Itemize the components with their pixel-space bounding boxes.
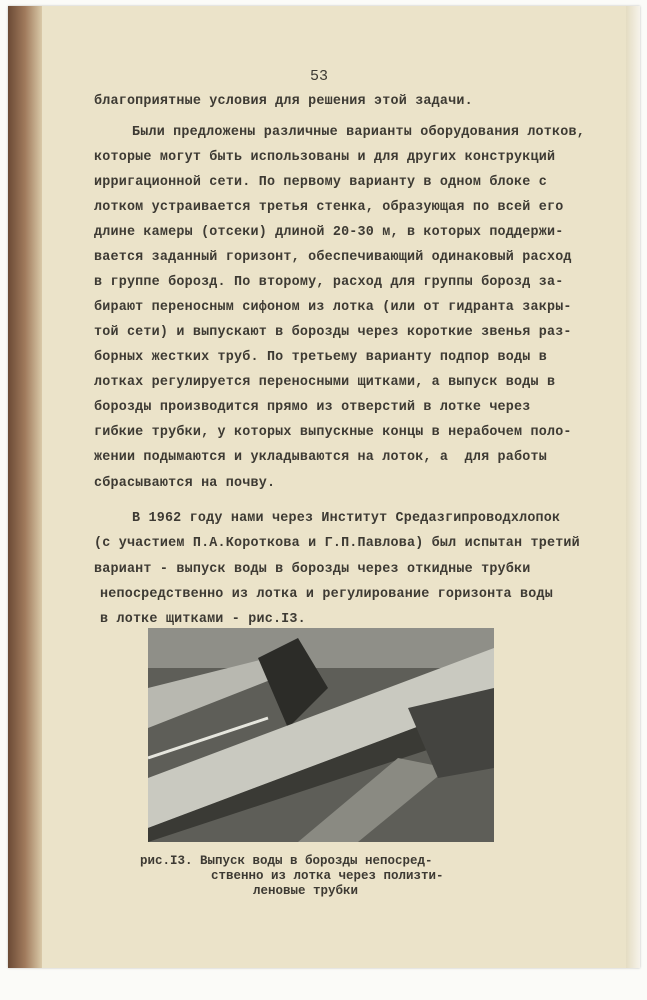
text-line: лотках регулируется переносными щитками, а выпуск воды в <box>94 375 556 390</box>
text-line: бирают переносным сифоном из лотка (или от гидранта закры- <box>94 300 572 315</box>
text-line: лотком устраивается третья стенка, образующая по всей его <box>94 200 564 215</box>
paragraph-start: В 1962 году нами через Институт Средазгипроводхлопок <box>132 511 561 526</box>
figure-13-photo <box>148 628 494 842</box>
paragraph-start: Были предложены различные варианты оборудования лотков, <box>132 125 585 140</box>
text-line: длине камеры (отсеки) длиной 20-30 м, в которых поддержи- <box>94 225 564 240</box>
text-line: вариант - выпуск воды в борозды через откидные трубки <box>94 562 531 577</box>
figure-caption: ственно из лотка через полизти- <box>211 869 444 883</box>
page-number: 53 <box>310 68 329 85</box>
text-line: (с участием П.А.Короткова и Г.П.Павлова) был испытан третий <box>94 536 580 551</box>
text-line: непосредственно из лотка и регулирование горизонта воды <box>100 587 553 602</box>
book-spine <box>8 6 42 968</box>
text-line: жении подымаются и укладываются на лоток, а для работы <box>94 450 547 465</box>
text-line: той сети) и выпускают в борозды через короткие звенья раз- <box>94 325 572 340</box>
page-edge <box>626 6 640 968</box>
text-line: борных жестких труб. По третьему варианту подпор воды в <box>94 350 547 365</box>
text-line: сбрасываются на почву. <box>94 476 276 491</box>
figure-caption: леновые трубки <box>253 884 359 898</box>
text-line: ирригационной сети. По первому варианту в одном блоке с <box>94 175 547 190</box>
text-line: вается заданный горизонт, обеспечивающий одинаковый расход <box>94 250 572 265</box>
document-page <box>8 6 640 968</box>
figure-caption: рис.I3. Выпуск воды в борозды непосред- <box>140 854 433 868</box>
text-line: в лотке щитками - рис.I3. <box>100 612 306 627</box>
text-line: в группе борозд. По второму, расход для группы борозд за- <box>94 275 564 290</box>
text-line: которые могут быть использованы и для других конструкций <box>94 150 556 165</box>
text-line: благоприятные условия для решения этой задачи. <box>94 94 473 109</box>
text-line: борозды производится прямо из отверстий в лотке через <box>94 400 531 415</box>
text-line: гибкие трубки, у которых выпускные концы в нерабочем поло- <box>94 425 572 440</box>
